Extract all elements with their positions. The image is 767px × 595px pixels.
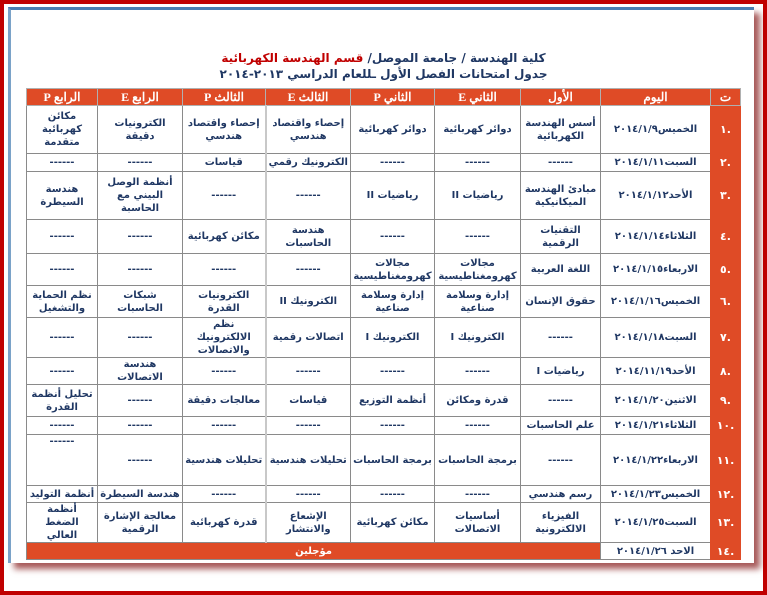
- cell-third-p: قياسات: [183, 154, 266, 172]
- table-row: [27, 106, 741, 154]
- cell-third-e: ------: [266, 254, 351, 286]
- col-header-fourth-p: الرابع P: [27, 89, 98, 106]
- cell-second-p: أنظمة التوزيع: [351, 385, 435, 417]
- cell-third-e: قياسات: [266, 385, 351, 417]
- cell-first: ------: [521, 318, 601, 358]
- cell-first: أسس الهندسة الكهربائية: [521, 106, 601, 154]
- cell-first: ------: [521, 385, 601, 417]
- col-header-first: الأول: [521, 89, 601, 106]
- cell-fourth-p: مكائن كهربائية متقدمة: [27, 106, 98, 154]
- cell-fourth-e: الكترونيات دقيقة: [98, 106, 183, 154]
- cell-third-p: ------: [183, 417, 266, 435]
- row-day: الاربعاء٢٠١٤/١/١٥: [601, 254, 711, 286]
- cell-second-e: ------: [435, 220, 521, 254]
- cell-second-p: ------: [351, 417, 435, 435]
- college-title: [0, 51, 767, 65]
- table-row: [27, 318, 741, 358]
- cell-first: ------: [521, 154, 601, 172]
- cell-second-p: ------: [351, 220, 435, 254]
- cell-fourth-p: ------: [27, 417, 98, 435]
- col-header-second-e: الثاني E: [435, 89, 521, 106]
- cell-third-p: ------: [183, 358, 266, 385]
- cell-second-e: قدرة ومكائن: [435, 385, 521, 417]
- cell-fourth-p: تحليل أنظمة القدرة: [27, 385, 98, 417]
- row-number: .١١: [711, 435, 741, 486]
- cell-fourth-p: ------: [27, 254, 98, 286]
- cell-third-p: الكترونيات القدرة: [183, 286, 266, 318]
- row-day: الثلاثاء٢٠١٤/١/١٤: [601, 220, 711, 254]
- cell-fourth-e: هندسة الاتصالات: [98, 358, 183, 385]
- row-day: الاحد ٢٠١٤/١/٢٦: [601, 543, 711, 560]
- cell-first: اللغة العربية: [521, 254, 601, 286]
- row-day: الخميس٢٠١٤/١/٢٣: [601, 486, 711, 503]
- postponed-note: مؤجلين: [27, 543, 601, 560]
- cell-second-e: ------: [435, 417, 521, 435]
- cell-fourth-p: نظم الحماية والتشغيل: [27, 286, 98, 318]
- row-number: .٦: [711, 286, 741, 318]
- cell-third-p: ------: [183, 172, 266, 220]
- table-row: [27, 172, 741, 220]
- cell-fourth-p: ------: [27, 220, 98, 254]
- cell-fourth-p: أنظمة الضغط العالي: [27, 503, 98, 543]
- cell-third-e: هندسة الحاسبات: [266, 220, 351, 254]
- cell-third-e: ------: [266, 417, 351, 435]
- cell-second-p: دوائر كهربائية: [351, 106, 435, 154]
- cell-first: ------: [521, 435, 601, 486]
- col-header-day: اليوم: [601, 89, 711, 106]
- cell-fourth-p: ------: [27, 318, 98, 358]
- col-header-num: ت: [711, 89, 741, 106]
- exam-schedule-table: [26, 88, 741, 560]
- cell-first: رسم هندسي: [521, 486, 601, 503]
- cell-second-e: دوائر كهربائية: [435, 106, 521, 154]
- row-day: الأحد٢٠١٤/١١/١٩: [601, 358, 711, 385]
- table-row: [27, 385, 741, 417]
- row-number: .١: [711, 106, 741, 154]
- cell-fourth-e: ------: [98, 154, 183, 172]
- col-header-third-p: الثالث P: [183, 89, 266, 106]
- row-day: السبت٢٠١٤/١/١١: [601, 154, 711, 172]
- cell-fourth-p: ------: [27, 154, 98, 172]
- cell-third-p: قدرة كهربائية: [183, 503, 266, 543]
- college-line: كلية الهندسة / جامعة الموصل/: [367, 51, 546, 65]
- col-header-fourth-e: الرابع E: [98, 89, 183, 106]
- cell-fourth-e: شبكات الحاسبات: [98, 286, 183, 318]
- cell-third-e: إحصاء واقتصاد هندسي: [266, 106, 351, 154]
- header-row: [27, 89, 741, 106]
- cell-third-p: إحصاء واقتصاد هندسي: [183, 106, 266, 154]
- row-number: .٩: [711, 385, 741, 417]
- row-number: .١٤: [711, 543, 741, 560]
- cell-fourth-e: ------: [98, 417, 183, 435]
- row-number: .٨: [711, 358, 741, 385]
- cell-third-e: اتصالات رقمية: [266, 318, 351, 358]
- row-day: السبت٢٠١٤/١/١٨: [601, 318, 711, 358]
- row-number: .٥: [711, 254, 741, 286]
- table-row: [27, 286, 741, 318]
- cell-third-e: تحليلات هندسية: [266, 435, 351, 486]
- cell-third-e: ------: [266, 172, 351, 220]
- cell-second-p: ------: [351, 154, 435, 172]
- table-row: [27, 417, 741, 435]
- cell-third-p: ------: [183, 254, 266, 286]
- table-row: [27, 154, 741, 172]
- cell-second-p: برمجة الحاسبات: [351, 435, 435, 486]
- cell-third-p: ------: [183, 486, 266, 503]
- col-header-second-p: الثاني P: [351, 89, 435, 106]
- cell-second-e: الكترونيك I: [435, 318, 521, 358]
- row-day: الأحد٢٠١٤/١/١٢: [601, 172, 711, 220]
- cell-second-p: الكترونيك I: [351, 318, 435, 358]
- row-number: .١٢: [711, 486, 741, 503]
- row-number: .٣: [711, 172, 741, 220]
- row-day: السبت٢٠١٤/١/٢٥: [601, 503, 711, 543]
- cell-second-e: مجالات كهرومغناطيسية: [435, 254, 521, 286]
- cell-first: التقنيات الرقمية: [521, 220, 601, 254]
- cell-second-e: برمجة الحاسبات: [435, 435, 521, 486]
- cell-fourth-e: ------: [98, 220, 183, 254]
- row-day: الثلاثاء٢٠١٤/١/٢١: [601, 417, 711, 435]
- cell-third-p: معالجات دقيقة: [183, 385, 266, 417]
- cell-fourth-e: ------: [98, 435, 183, 486]
- cell-first: الفيزياء الالكترونية: [521, 503, 601, 543]
- department-name: قسم الهندسة الكهربائية: [221, 51, 364, 65]
- cell-third-p: تحليلات هندسية: [183, 435, 266, 486]
- row-day: الخميس٢٠١٤/١/١٦: [601, 286, 711, 318]
- cell-second-e: أساسيات الاتصالات: [435, 503, 521, 543]
- cell-first: علم الحاسبات: [521, 417, 601, 435]
- cell-fourth-e: هندسة السيطرة: [98, 486, 183, 503]
- cell-second-p: مجالات كهرومغناطيسية: [351, 254, 435, 286]
- table-row: [27, 220, 741, 254]
- cell-fourth-e: ------: [98, 385, 183, 417]
- cell-third-e: الكترونيك رقمي: [266, 154, 351, 172]
- cell-first: حقوق الإنسان: [521, 286, 601, 318]
- cell-second-e: ------: [435, 486, 521, 503]
- cell-second-p: إدارة وسلامة صناعية: [351, 286, 435, 318]
- cell-second-e: ------: [435, 154, 521, 172]
- row-number: .٧: [711, 318, 741, 358]
- cell-third-e: الكترونيك II: [266, 286, 351, 318]
- row-day: الاربعاء٢٠١٤/١/٢٢: [601, 435, 711, 486]
- cell-second-p: مكائن كهربائية: [351, 503, 435, 543]
- cell-fourth-e: أنظمة الوصل البيني مع الحاسبة: [98, 172, 183, 220]
- row-number: .١٠: [711, 417, 741, 435]
- cell-third-e: الإشعاع والانتشار: [266, 503, 351, 543]
- cell-second-p: رياضيات II: [351, 172, 435, 220]
- schedule-title: جدول امتحانات الفصل الأول ـللعام الدراسي ٢٠١٣-٢٠١٤: [219, 67, 548, 81]
- cell-fourth-e: معالجة الإشارة الرقمية: [98, 503, 183, 543]
- row-day: الخميس٢٠١٤/١/٩: [601, 106, 711, 154]
- row-number: .٤: [711, 220, 741, 254]
- table-row: [27, 254, 741, 286]
- cell-third-e: ------: [266, 358, 351, 385]
- col-header-third-e: الثالث E: [266, 89, 351, 106]
- row-number: .٢: [711, 154, 741, 172]
- table-row: [27, 358, 741, 385]
- cell-fourth-e: ------: [98, 254, 183, 286]
- table-row-postponed: [27, 543, 741, 560]
- cell-fourth-e: ------: [98, 318, 183, 358]
- cell-first: مبادئ الهندسة الميكانيكية: [521, 172, 601, 220]
- cell-second-e: إدارة وسلامة صناعية: [435, 286, 521, 318]
- cell-second-p: ------: [351, 358, 435, 385]
- cell-fourth-p: أنظمة التوليد: [27, 486, 98, 503]
- cell-fourth-p: ------: [27, 435, 98, 486]
- row-number: .١٣: [711, 503, 741, 543]
- table-row: [27, 435, 741, 486]
- cell-second-e: رياضيات II: [435, 172, 521, 220]
- table-row: [27, 486, 741, 503]
- cell-third-p: نظم الالكترونيك والاتصالات: [183, 318, 266, 358]
- cell-third-e: ------: [266, 486, 351, 503]
- cell-fourth-p: ------: [27, 358, 98, 385]
- cell-second-p: ------: [351, 486, 435, 503]
- cell-second-e: ------: [435, 358, 521, 385]
- cell-fourth-p: هندسة السيطرة: [27, 172, 98, 220]
- cell-first: رياضيات I: [521, 358, 601, 385]
- row-day: الاثنين٢٠١٤/١/٢٠: [601, 385, 711, 417]
- table-row: [27, 503, 741, 543]
- cell-third-p: مكائن كهربائية: [183, 220, 266, 254]
